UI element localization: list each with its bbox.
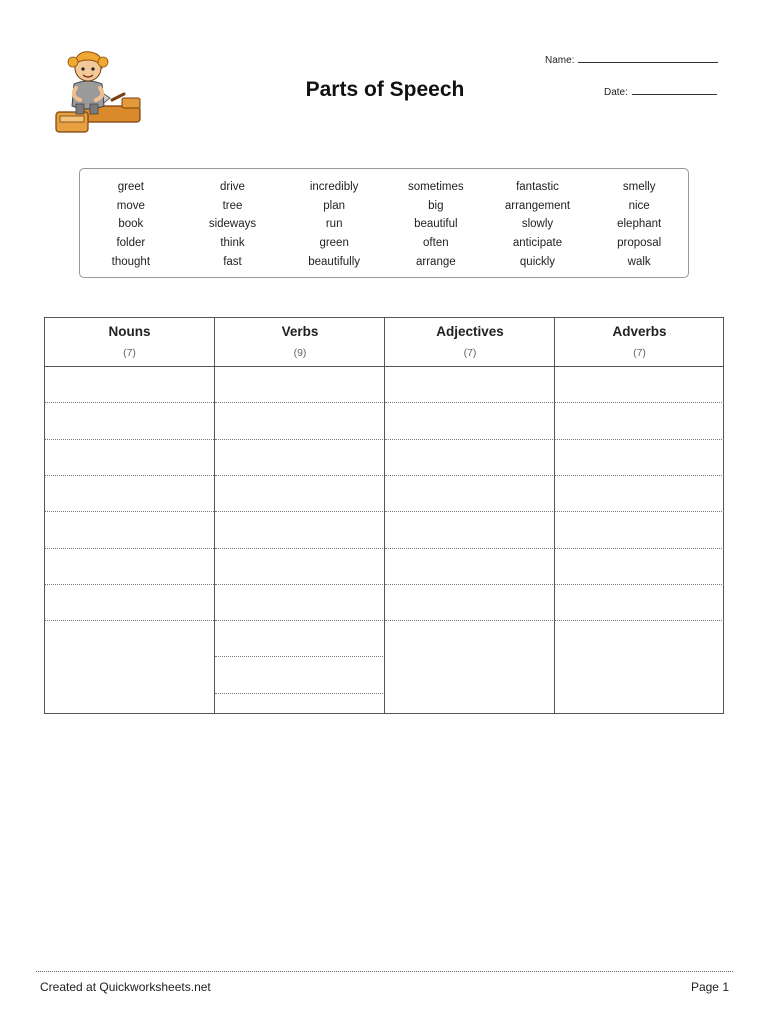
word-bank-word: fast [223, 255, 242, 268]
answer-line[interactable] [385, 439, 555, 440]
word-bank-word: arrangement [504, 199, 571, 212]
word-bank-word: fantastic [516, 181, 559, 193]
word-bank-word: arrange [416, 255, 456, 268]
column-adjectives [384, 318, 555, 713]
answer-line[interactable] [215, 656, 385, 657]
answer-line[interactable] [45, 620, 214, 621]
word-bank-word: beautifully [308, 255, 361, 268]
word-bank-word: elephant [617, 218, 662, 231]
word-bank-word: tree [222, 199, 243, 212]
answer-line[interactable] [555, 548, 724, 549]
column-header [45, 318, 214, 367]
word-bank-word: folder [116, 237, 146, 250]
column-title: Nouns [108, 324, 151, 339]
page-number: Page 1 [690, 980, 729, 994]
word-bank-grid [80, 178, 690, 272]
word-bank-word: walk [627, 255, 651, 268]
date-label: Date: [604, 87, 628, 98]
answer-line[interactable] [215, 475, 385, 476]
answer-line[interactable] [215, 511, 385, 512]
word-bank-word: nice [628, 199, 650, 212]
answer-line[interactable] [215, 584, 385, 585]
column-title: Verbs [281, 324, 319, 339]
column-count: (7) [123, 347, 136, 359]
word-bank-word: quickly [519, 255, 556, 268]
answer-line[interactable] [215, 548, 385, 549]
word-bank-word: drive [220, 181, 245, 193]
date-field[interactable] [604, 85, 717, 98]
answer-line[interactable] [215, 402, 385, 403]
word-bank-word: anticipate [512, 237, 563, 250]
answer-line[interactable] [555, 584, 724, 585]
word-bank-word: plan [323, 199, 346, 212]
answer-line[interactable] [555, 439, 724, 440]
word-bank-word: think [220, 237, 245, 250]
answer-line[interactable] [385, 402, 555, 403]
answer-line[interactable] [385, 620, 555, 621]
word-bank-word: slowly [521, 218, 554, 231]
word-bank-word: incredibly [309, 181, 359, 193]
name-blank-line[interactable] [578, 53, 718, 63]
sorting-table [44, 317, 724, 714]
worksheet-logo-image [52, 44, 146, 138]
answer-line[interactable] [45, 439, 214, 440]
word-bank-word: green [319, 237, 349, 250]
column-count: (9) [293, 347, 307, 359]
column-count: (7) [463, 347, 477, 359]
answer-line[interactable] [385, 548, 555, 549]
answer-line[interactable] [215, 693, 385, 694]
answer-line[interactable] [215, 620, 385, 621]
date-blank-line[interactable] [632, 85, 717, 95]
page-title: Parts of Speech [305, 78, 465, 101]
answer-line[interactable] [45, 402, 214, 403]
word-bank-word: greet [117, 181, 144, 193]
word-bank-word: smelly [622, 181, 656, 193]
word-bank-word: book [118, 218, 144, 231]
word-bank-word: proposal [617, 237, 662, 250]
answer-line[interactable] [555, 475, 724, 476]
column-title: Adjectives [436, 324, 504, 339]
answer-line[interactable] [385, 475, 555, 476]
word-bank-word: sometimes [408, 181, 464, 193]
answer-line[interactable] [215, 439, 385, 440]
answer-line[interactable] [45, 475, 214, 476]
word-bank-word: move [116, 199, 145, 212]
column-header [215, 318, 385, 367]
column-header [555, 318, 724, 367]
word-bank [79, 168, 689, 278]
word-bank-word: thought [111, 255, 151, 268]
answer-line[interactable] [555, 511, 724, 512]
word-bank-word: big [428, 199, 444, 212]
column-adverbs [554, 318, 724, 713]
answer-line[interactable] [45, 584, 214, 585]
footer-credit: Created at Quickworksheets.net [40, 980, 211, 994]
name-field[interactable] [545, 53, 718, 66]
column-title: Adverbs [612, 324, 667, 339]
word-bank-word: beautiful [414, 218, 458, 231]
name-label: Name: [545, 55, 575, 66]
answer-line[interactable] [555, 620, 724, 621]
answer-line[interactable] [45, 511, 214, 512]
answer-line[interactable] [555, 402, 724, 403]
footer-divider [36, 971, 733, 972]
answer-line[interactable] [385, 584, 555, 585]
answer-line[interactable] [45, 548, 214, 549]
column-nouns [45, 318, 214, 713]
word-bank-word: run [325, 218, 343, 231]
column-verbs [214, 318, 385, 713]
word-bank-word: sideways [208, 218, 257, 231]
answer-line[interactable] [385, 511, 555, 512]
word-bank-word: often [423, 237, 449, 250]
column-count: (7) [633, 347, 646, 359]
column-header [385, 318, 555, 367]
